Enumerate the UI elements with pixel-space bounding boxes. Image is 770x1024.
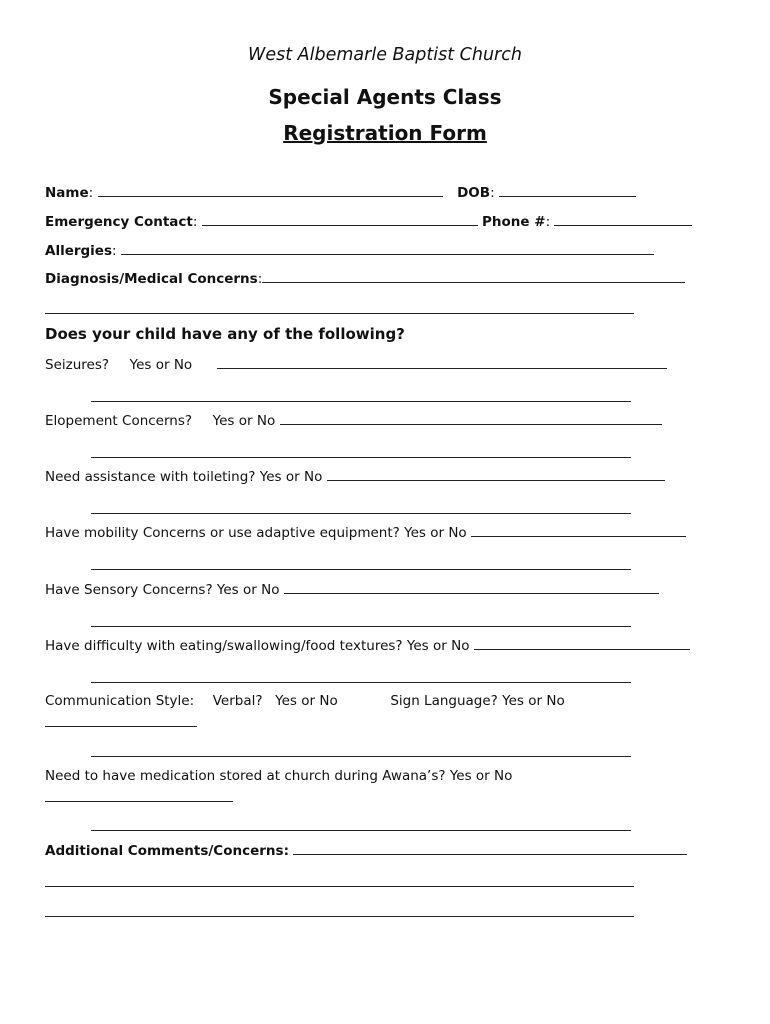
elopement-line-2[interactable] [91, 457, 631, 458]
elopement-field[interactable] [280, 412, 662, 425]
yes-option[interactable]: Yes [502, 693, 524, 709]
class-title: Special Agents Class [268, 85, 502, 109]
medication-field[interactable] [45, 801, 233, 802]
additional-line-2[interactable] [45, 886, 634, 887]
diagnosis-field[interactable] [262, 270, 685, 283]
toileting-row: Need assistance with toileting? Yes or No [45, 468, 665, 485]
mobility-label: Have mobility Concerns or use adaptive equipment? [45, 525, 400, 541]
sensory-line-2[interactable] [91, 626, 631, 627]
eating-label: Have difficulty with eating/swallowing/food textures? [45, 638, 403, 654]
communication-line-2[interactable] [91, 756, 631, 757]
seizures-label: Seizures? [45, 357, 110, 373]
phone-label: Phone # [482, 214, 546, 230]
toileting-field[interactable] [327, 468, 665, 481]
eating-row: Have difficulty with eating/swallowing/food textures? Yes or No [45, 637, 690, 654]
diagnosis-row: Diagnosis/Medical Concerns: [45, 270, 685, 287]
name-row: Name: DOB: [45, 184, 636, 201]
medication-line-2[interactable] [91, 830, 631, 831]
allergies-field[interactable] [121, 242, 654, 255]
seizures-line-2[interactable] [91, 401, 631, 402]
toileting-line-2[interactable] [91, 513, 631, 514]
diagnosis-line-2[interactable] [45, 313, 634, 314]
dob-label: DOB [457, 185, 491, 201]
mobility-field[interactable] [471, 524, 686, 537]
seizures-field[interactable] [217, 356, 667, 369]
yes-option[interactable]: Yes [259, 469, 282, 485]
no-option[interactable]: No [319, 693, 338, 709]
communication-label: Communication Style: [45, 693, 195, 709]
sensory-field[interactable] [284, 581, 659, 594]
emergency-contact-label: Emergency Contact [45, 214, 193, 230]
yes-option[interactable]: Yes [212, 413, 235, 429]
sign-language-label: Sign Language? [390, 693, 498, 709]
communication-field[interactable] [45, 726, 197, 727]
verbal-label: Verbal? [212, 693, 263, 709]
emergency-contact-field[interactable] [202, 213, 478, 226]
church-name: West Albemarle Baptist Church [248, 45, 522, 65]
yes-option[interactable]: Yes [406, 638, 429, 654]
no-option[interactable]: No [448, 525, 467, 541]
eating-line-2[interactable] [91, 682, 631, 683]
allergies-label: Allergies [45, 243, 112, 259]
yes-option[interactable]: Yes [404, 525, 426, 541]
yes-option[interactable]: Yes [129, 357, 152, 373]
additional-row [45, 842, 687, 859]
eating-field[interactable] [474, 637, 690, 650]
sensory-row: Have Sensory Concerns? Yes or No [45, 581, 659, 598]
no-option[interactable]: No [173, 357, 193, 373]
no-option[interactable]: No [546, 693, 565, 709]
yes-option[interactable]: Yes [216, 582, 239, 598]
medication-yes-no[interactable]: Yes or No [449, 768, 513, 784]
allergies-row: Allergies: [45, 242, 654, 259]
form-title: Registration Form [283, 121, 487, 145]
diagnosis-label: Diagnosis/Medical Concerns [45, 271, 258, 287]
additional-label: Additional Comments/Concerns: [45, 843, 289, 859]
dob-field[interactable] [499, 184, 636, 197]
elopement-row: Elopement Concerns? Yes or No [45, 412, 662, 429]
seizures-row: Seizures? Yes or No [45, 356, 667, 373]
name-label: Name [45, 185, 89, 201]
yes-option[interactable]: Yes [275, 693, 297, 709]
toileting-label: Need assistance with toileting? [45, 469, 256, 485]
mobility-line-2[interactable] [91, 569, 631, 570]
medication-row [45, 768, 512, 784]
additional-field[interactable] [293, 842, 687, 855]
no-option[interactable]: No [261, 582, 280, 598]
no-option[interactable]: No [303, 469, 323, 485]
communication-row: Communication Style: Verbal? Yes or No Sign Language? Yes or No [45, 693, 565, 709]
mobility-row: Have mobility Concerns or use adaptive equipment? Yes or No [45, 524, 686, 541]
no-option[interactable]: No [451, 638, 470, 654]
no-option[interactable]: No [256, 413, 276, 429]
sensory-label: Have Sensory Concerns? [45, 582, 213, 598]
emergency-row: Emergency Contact: Phone #: [45, 213, 692, 230]
questions-heading: Does your child have any of the following? [45, 325, 405, 343]
elopement-label: Elopement Concerns? [45, 413, 193, 429]
phone-field[interactable] [554, 213, 692, 226]
name-field[interactable] [98, 184, 443, 197]
additional-line-3[interactable] [45, 916, 634, 917]
medication-label: Need to have medication stored at church during Awana’s? [45, 768, 446, 784]
